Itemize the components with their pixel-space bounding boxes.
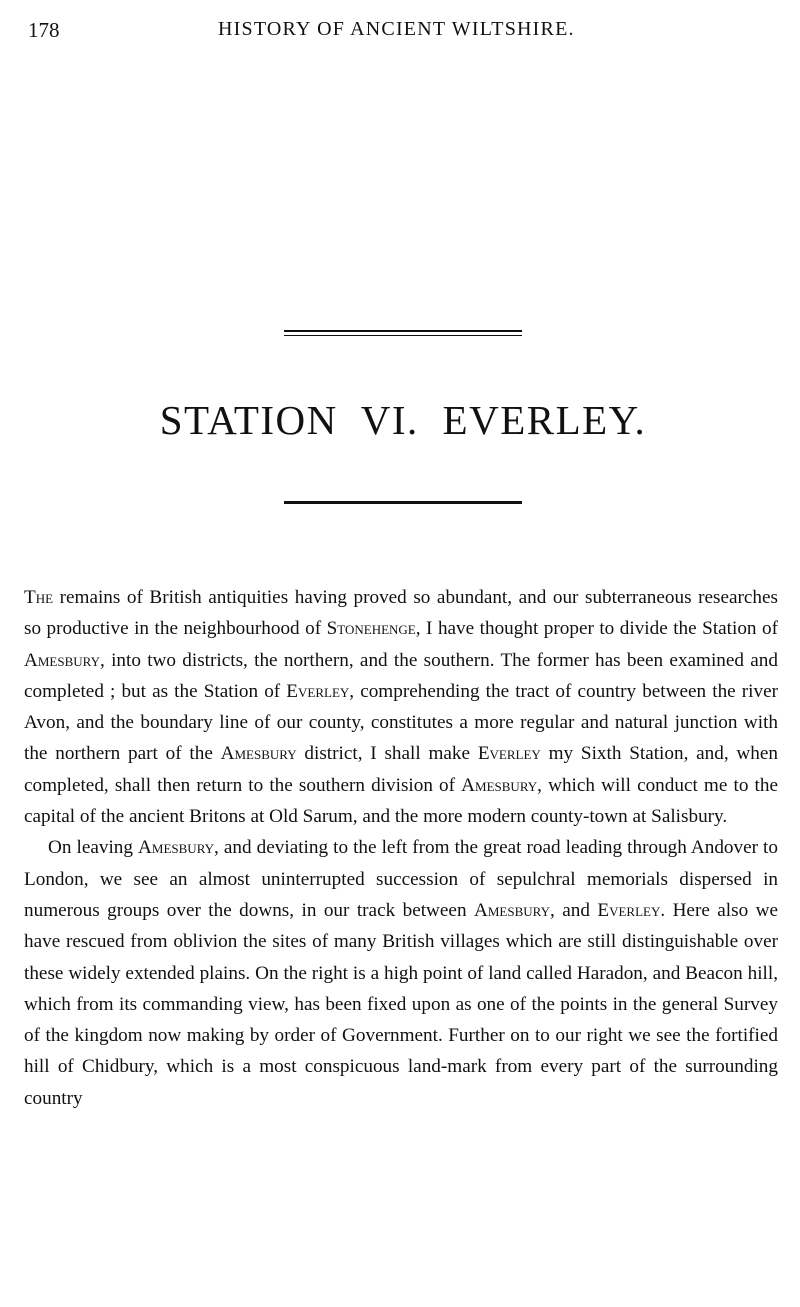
text-run: district, I shall make: [296, 743, 478, 765]
text-run: remains of British antiquities having proved so abundant, and our subterraneous researches so productive in the neighbourhood of: [24, 587, 778, 640]
place-name: Everley: [286, 680, 350, 702]
place-name: Amesbury: [138, 837, 215, 859]
title-rule-top: [284, 330, 522, 336]
text-run: my Sixth Station, and, when completed, shall then return to the southern division of: [24, 743, 778, 796]
place-name: Stonehenge: [326, 618, 416, 640]
text-run: , which will conduct me to the capital of the ancient Britons at Old Sarum, and the more modern county-town at Salisbury.: [24, 774, 778, 828]
page-header: [28, 18, 772, 48]
body-text: [24, 582, 778, 1114]
place-name: Amesbury: [24, 649, 100, 671]
text-run: On leaving: [48, 837, 139, 859]
place-name: Amesbury: [220, 743, 297, 765]
place-name: Amesbury: [461, 774, 538, 796]
place-name: Everley: [597, 899, 661, 921]
text-run: . Here also we have rescued from oblivion the sites of many British villages which are still distinguishable over these widely extended plains. On the right is a high point of land called Haradon, and Beacon hill, which from its commanding view, has been fixed upon as one of the points in the general Survey of the kingdom now making by order of Government. Further on to our right we see the fortified hill of Chidbury, which is a most conspicuous land-mark from every part of the surrounding country: [24, 899, 778, 1109]
page-number: 178: [28, 18, 60, 42]
station-title: STATION VI. EVERLEY.: [159, 397, 647, 443]
text-run: , comprehending the tract of country between the river Avon, and the boundary line of our county, constitutes a more regular and natural junction with the northern part of the: [24, 680, 778, 765]
text-run: , into two districts, the northern, and the southern. The former has been examined and completed ; but as the Station of: [24, 649, 778, 702]
running-title: HISTORY OF ANCIENT WILTSHIRE.: [218, 18, 575, 40]
place-name: Amesbury: [473, 899, 550, 921]
title-rule-bottom: [284, 498, 522, 504]
place-name: Everley: [477, 743, 541, 765]
text-run: , and deviating to the left from the great road leading through Andover to London, we see an almost uninterrupted succession of sepulchral memorials dispersed in numerous groups over the downs, in our track between: [24, 837, 778, 921]
text-run: , and: [549, 899, 598, 921]
drop-word: The: [24, 587, 54, 608]
paragraph: [24, 832, 778, 1114]
text-run: , I have thought proper to divide the Station of: [415, 618, 778, 640]
paragraph: [24, 582, 778, 832]
